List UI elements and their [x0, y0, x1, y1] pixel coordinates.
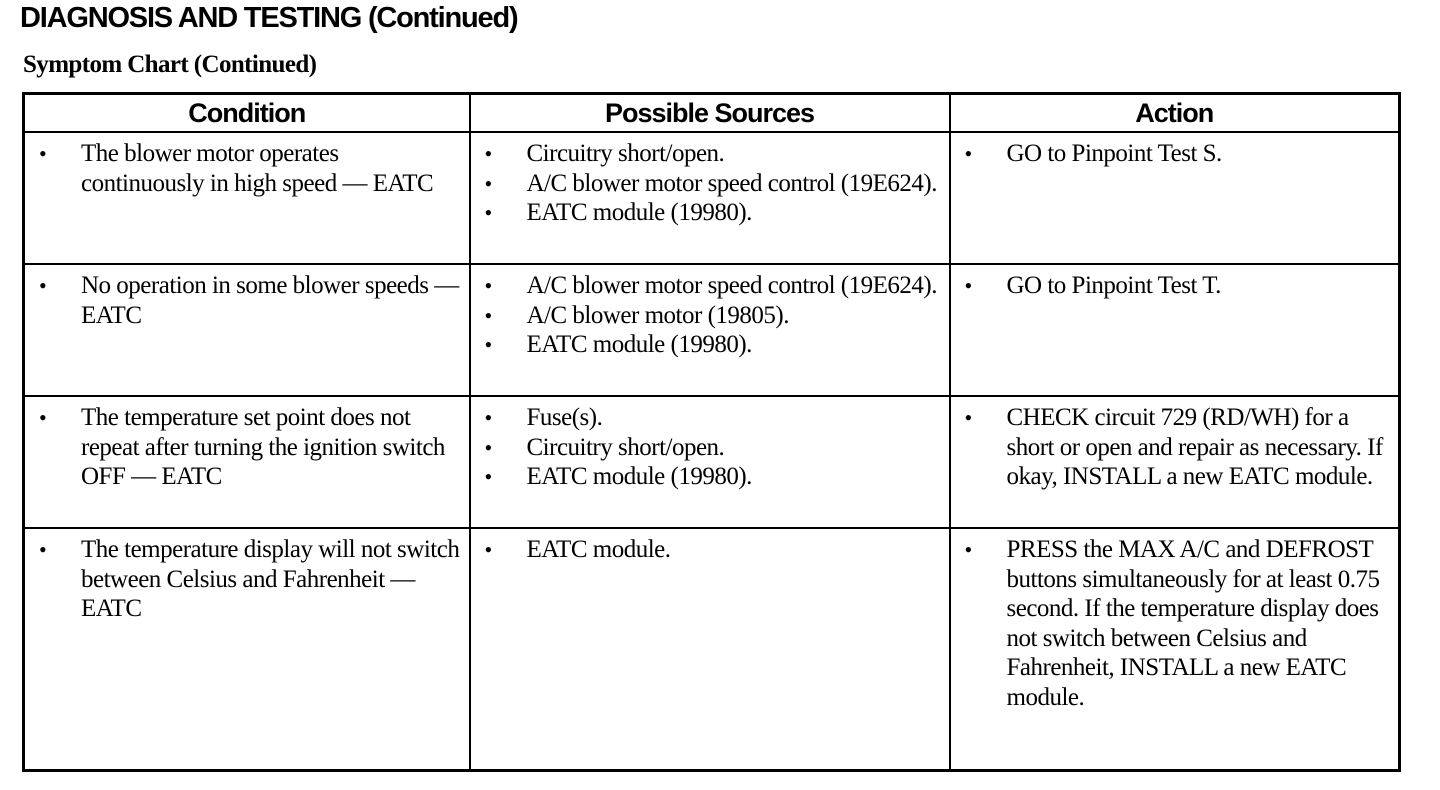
action-cell [950, 264, 1400, 396]
table-row [24, 528, 1400, 771]
column-header-possible-sources: Possible Sources [470, 94, 950, 133]
condition-cell [24, 396, 470, 528]
list-item: • The blower motor operates continuously in high speed — EATC [39, 139, 463, 198]
list-item: • Fuse(s). [485, 403, 943, 433]
list-item: • GO to Pinpoint Test S. [965, 139, 1393, 169]
list-item: • EATC module (19980). [485, 462, 943, 492]
column-header-condition: Condition [24, 94, 470, 133]
table-row [24, 264, 1400, 396]
list-item: • PRESS the MAX A/C and DEFROST buttons simultaneously for at least 0.75 second. If the temperature display does not switch between Celsius and Fahrenheit, INSTALL a new EATC module. [965, 535, 1393, 712]
table-row [24, 132, 1400, 264]
list-item: • No operation in some blower speeds — EATC [39, 271, 463, 330]
action-cell [950, 132, 1400, 264]
list-item: • The temperature display will not switch between Celsius and Fahrenheit — EATC [39, 535, 463, 624]
symptom-chart-table [22, 92, 1401, 772]
list-item: • The temperature set point does not repeat after turning the ignition switch OFF — EATC [39, 403, 463, 492]
list-item: • Circuitry short/open. [485, 139, 943, 169]
condition-cell [24, 528, 470, 771]
section-title: Symptom Chart (Continued) [23, 51, 317, 78]
sources-cell [470, 132, 950, 264]
condition-cell [24, 132, 470, 264]
list-item: • A/C blower motor speed control (19E624). [485, 169, 943, 199]
table-header-row [24, 94, 1400, 133]
list-item: • CHECK circuit 729 (RD/WH) for a short or open and repair as necessary. If okay, INSTALL a new EATC module. [965, 403, 1393, 492]
list-item: • EATC module (19980). [485, 198, 943, 228]
list-item: • Circuitry short/open. [485, 433, 943, 463]
list-item: • GO to Pinpoint Test T. [965, 271, 1393, 301]
list-item: • A/C blower motor speed control (19E624). [485, 271, 943, 301]
page-title: DIAGNOSIS AND TESTING (Continued) [20, 2, 518, 34]
action-cell [950, 528, 1400, 771]
list-item: • EATC module. [485, 535, 943, 565]
table-row [24, 396, 1400, 528]
action-cell [950, 396, 1400, 528]
condition-cell [24, 264, 470, 396]
list-item: • A/C blower motor (19805). [485, 301, 943, 331]
sources-cell [470, 264, 950, 396]
sources-cell [470, 528, 950, 771]
list-item: • EATC module (19980). [485, 330, 943, 360]
column-header-action: Action [950, 94, 1400, 133]
sources-cell [470, 396, 950, 528]
